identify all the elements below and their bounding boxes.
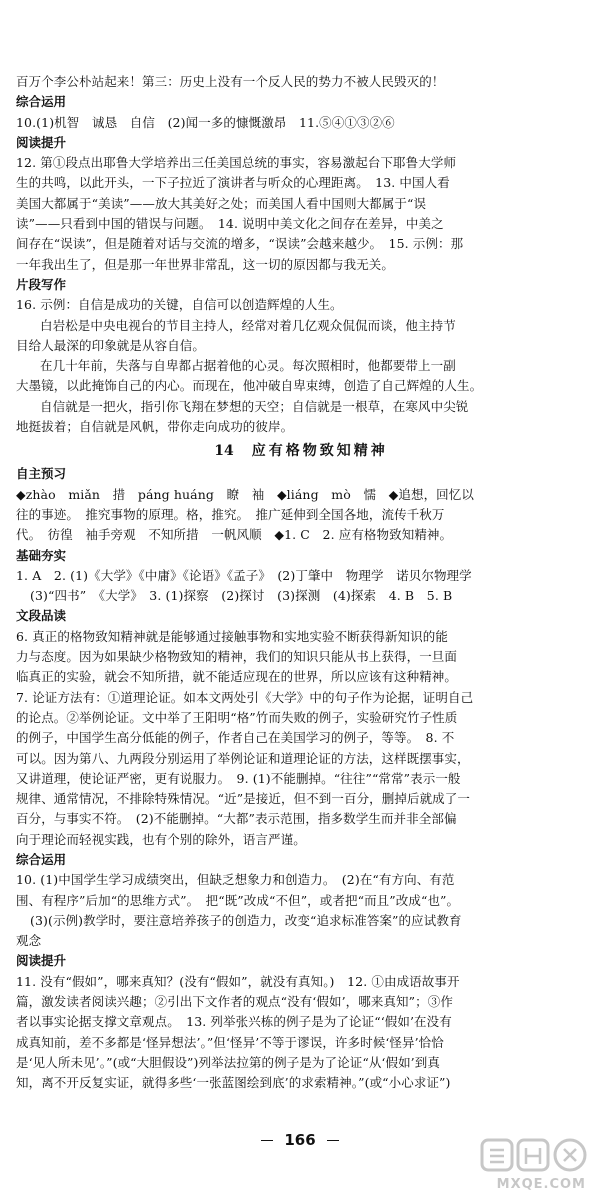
text-line: ◆zhào miǎn 措 páng huáng 瞭 袖 ◆liáng mò 懦 ◆追想，回忆以 xyxy=(16,486,474,502)
page-number-text: 166 xyxy=(284,1131,316,1149)
text-line: 百万个李公朴站起来！第三：历史上没有一个反人民的势力不被人民毁灭的！ xyxy=(16,74,445,89)
text-line: 生的共鸣，以此开头，一下子拉近了演讲者与听众的心理距离。 13. 中国人看 xyxy=(16,175,450,191)
text-line: 10. (1)中国学生学习成绩突出，但缺乏想象力和创造力。 (2)在“有方向、有范 xyxy=(16,872,455,888)
text-line: 自信就是一把火，指引你飞翔在梦想的天空；自信就是一根草，在寒风中尖锐 xyxy=(40,398,469,414)
text-line: 读”——只看到中国的错误与问题。 14. 说明中美文化之间存在差异，中美之 xyxy=(16,216,444,232)
section-heading: 阅读提升 xyxy=(16,134,67,150)
section-heading: 片段写作 xyxy=(16,276,67,292)
text-line: 是‘见人所未见’。”(或“大胆假设”)列举法拉第的例子是为了论证“从‘假如’到真 xyxy=(16,1054,440,1070)
text-line: 向于理论而轻视实践，也有个别的除外，语言严谨。 xyxy=(16,831,306,847)
text-line: 往的事迹。 推究事物的原理。格，推究。 推广延伸到全国各地，流传千秋万 xyxy=(16,506,445,522)
text-line: 临真正的实验，就会不知所措，就不能适应现在的世界，所以应该有这种精神。 xyxy=(16,669,458,685)
text-line: (3)(示例)教学时，要注意培养孩子的创造力，改变“追求标准答案”的应试教育 xyxy=(30,912,462,928)
text-line: 观念 xyxy=(16,933,42,949)
page-number-left-dash xyxy=(261,1140,273,1141)
text-line: 大墨镜，以此掩饰自己的内心。而现在，他冲破自卑束缚，创造了自己辉煌的人生。 xyxy=(16,378,483,394)
text-line: 间存在“误读”，但是随着对话与交流的增多，“误读”会越来越少。 15. 示例：那 xyxy=(16,236,464,252)
text-line: 白岩松是中央电视台的节目主持人，经常对着几亿观众侃侃而谈，他主持节 xyxy=(40,317,456,333)
lesson-number: 14 xyxy=(214,443,234,460)
text-line: 知，离不开反复实证，就得多些‘一张蓝图绘到底’的求索精神。”(或“小心求证”) xyxy=(16,1075,451,1091)
text-line: 力与态度。因为如果缺少格物致知的精神，我们的知识只能从书上获得，一旦面 xyxy=(16,649,458,665)
text-line: 6. 真正的格物致知精神就是能够通过接触事物和实地实验不断获得新知识的能 xyxy=(16,628,449,644)
text-line: 代。 彷徨 袖手旁观 不知所措 一帆风顺 ◆1. C 2. 应有格物致知精神。 xyxy=(16,527,453,543)
section-heading: 自主预习 xyxy=(16,466,67,482)
lesson-title xyxy=(16,439,586,463)
watermark-text: MXQE.COM xyxy=(496,1177,586,1192)
section-heading: 综合运用 xyxy=(16,851,67,867)
section-heading: 阅读提升 xyxy=(16,953,67,969)
text-line: 成真知前，差不多都是‘怪异想法’。”但‘怪异’不等于谬误，许多时候‘怪异’恰恰 xyxy=(16,1034,444,1050)
section-heading: 文段品读 xyxy=(16,608,67,624)
text-line: 美国大都属于“美读”——放大其美好之处；而美国人看中国则大都属于“误 xyxy=(16,195,427,211)
section-heading: 基础夯实 xyxy=(16,547,67,563)
lesson-title-text: 应有格物致知精神 xyxy=(251,443,388,460)
text-line: 的例子，中国学生高分低能的例子，作者自己在美国学习的例子，等等。 8. 不 xyxy=(16,730,455,746)
text-line: (3)“四书” 《大学》 3. (1)探察 (2)探讨 (3)探测 (4)探索 4. B 5. B xyxy=(30,588,453,604)
text-line: 1. A 2. (1)《大学》《中庸》《论语》《孟子》 (2)丁肇中 物理学 诺贝尔物理学 xyxy=(16,567,472,583)
text-line: 地挺拔着；自信就是风帆，带你走向成功的彼岸。 xyxy=(16,419,294,435)
text-line: 一年我出生了，但是那一年世界非常乱，这一切的原因都与我无关。 xyxy=(16,256,395,272)
text-line: 11. 没有“假如”，哪来真知？(没有“假如”，就没有真知。) 12. ①由成语故事开 xyxy=(16,973,460,989)
watermark-logo-icon xyxy=(478,1134,590,1178)
page-number-right-dash xyxy=(327,1140,339,1141)
text-line: 百分，与事实不符。 (2)不能删掉。“大都”表示范围，指多数学生而并非全部偏 xyxy=(16,811,457,827)
text-line: 篇，激发读者阅读兴趣；②引出下文作者的观点“没有‘假如’，哪来真知”；③作 xyxy=(16,994,453,1010)
text-line: 又讲道理，使论证严密，更有说服力。 9. (1)不能删掉。“往往”“常常”表示一般 xyxy=(16,770,461,786)
text-line: 围、有程序”后加“的思维方式”。 把“既”改成“不但”，或者把“而且”改成“也”。 xyxy=(16,892,460,908)
text-line: 者以事实论据支撑文章观点。 13. 列举张兴栋的例子是为了论证“‘假如’在没有 xyxy=(16,1014,452,1030)
text-line: 的论点。②举例论证。文中举了王阳明“格”竹而失败的例子，实验研究竹子性质 xyxy=(16,709,458,725)
text-line: 可以。因为第八、九两段分别运用了举例论证和道理论证的方法，这样既摆事实， xyxy=(16,750,470,766)
section-heading: 综合运用 xyxy=(16,94,67,110)
watermark-logo xyxy=(478,1134,590,1194)
text-line: 目给人最深的印象就是从容自信。 xyxy=(16,337,206,353)
text-line: 10.(1)机智 诚恳 自信 (2)闻一多的慷慨激昂 11.⑤④①③②⑥ xyxy=(16,114,395,130)
text-line: 12. 第①段点出耶鲁大学培养出三任美国总统的事实，容易激起台下耶鲁大学师 xyxy=(16,155,457,171)
text-line: 16. 示例：自信是成功的关键，自信可以创造辉煌的人生。 xyxy=(16,297,343,313)
text-line: 7. 论证方法有：①道理论证。如本文两处引《大学》中的句子作为论据，证明自己 xyxy=(16,689,474,705)
text-line: 在几十年前，失落与自卑都占据着他的心灵。每次照相时，他都要带上一副 xyxy=(40,358,456,374)
text-line: 规律、通常情况，不排除特殊情况。“近”是接近，但不到一百分，删掉后就成了一 xyxy=(16,791,470,807)
